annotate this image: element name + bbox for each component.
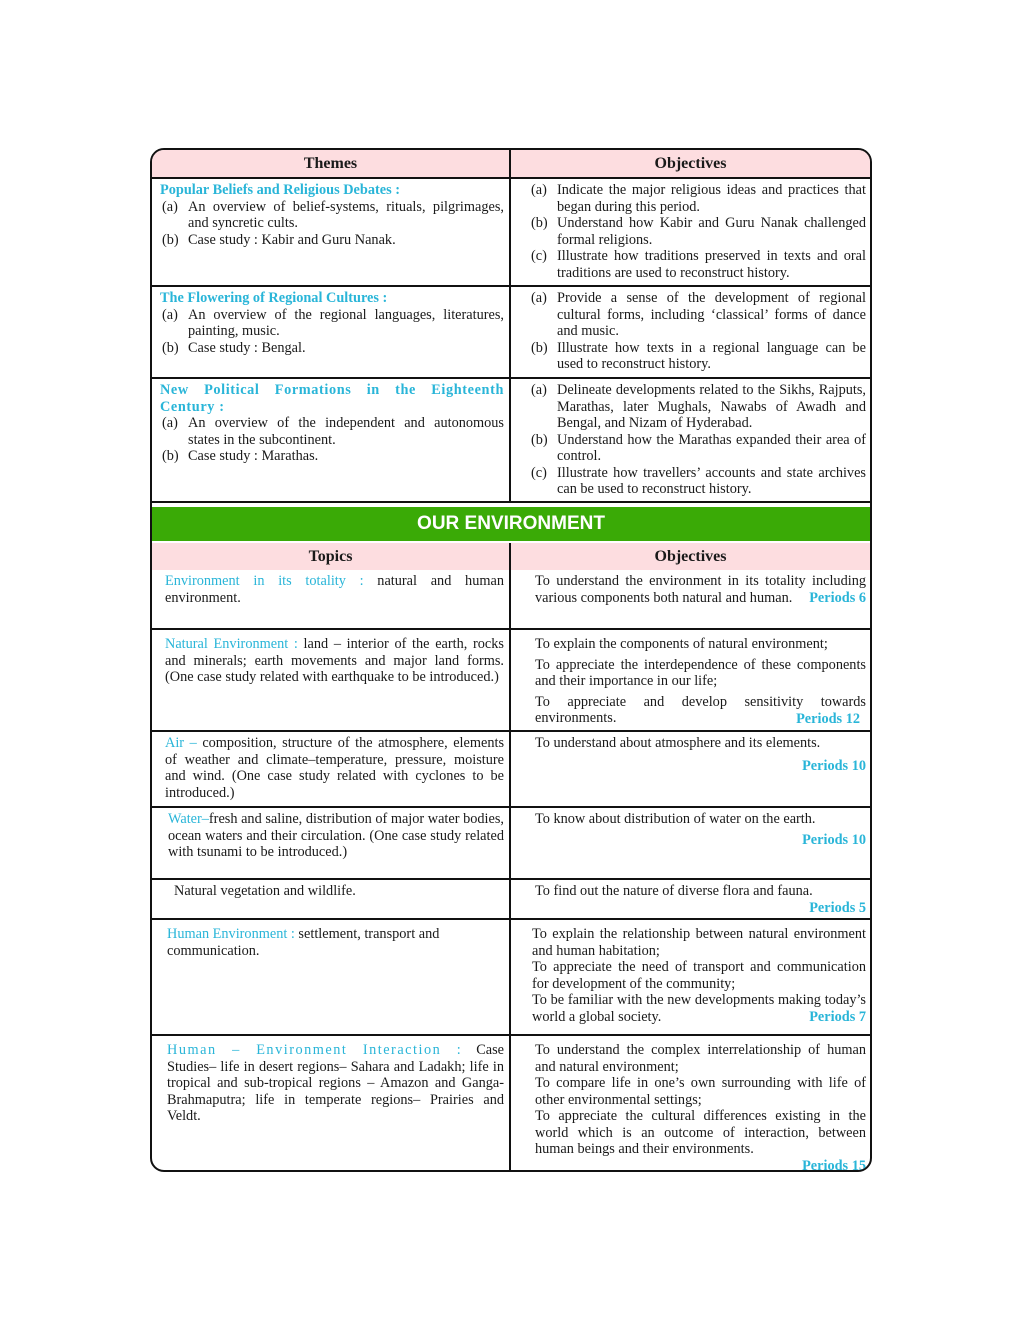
item-text: Case study : Marathas. <box>188 448 319 464</box>
item-text: Case study : Bengal. <box>188 339 306 356</box>
objective-text: To be familiar with the new developments making today’s world a global society. <box>532 992 866 1025</box>
topic-row <box>152 732 870 808</box>
item-marker: (b) <box>162 231 179 248</box>
history-table-header <box>152 150 870 179</box>
item-marker: (b) <box>531 431 548 448</box>
objectives-header: Objectives <box>654 155 727 172</box>
objectives-cell <box>511 179 870 285</box>
theme-cell <box>152 379 511 501</box>
theme-item <box>160 340 504 357</box>
objectives-cell <box>511 630 870 730</box>
objective-text: To understand about atmosphere and its elements. <box>535 735 821 751</box>
objectives-cell <box>511 379 870 501</box>
topic-title: Water– <box>168 811 209 827</box>
topic-title: Human Environment : <box>167 926 295 942</box>
item-text: Understand how the Marathas expanded their area of control. <box>557 431 866 464</box>
theme-cell <box>152 287 511 377</box>
item-marker: (b) <box>162 448 179 464</box>
theme-item <box>160 232 504 249</box>
item-text: Illustrate how texts in a regional language can be used to reconstruct history. <box>557 339 866 372</box>
topic-cell <box>152 808 511 878</box>
objective-item <box>529 215 866 248</box>
theme-item <box>160 415 504 448</box>
periods-label: Periods 5 <box>809 899 866 916</box>
topic-title: Human – Environment Interaction : <box>167 1042 463 1058</box>
objectives-cell <box>511 570 870 628</box>
objective-item <box>529 432 866 465</box>
objective-item <box>529 182 866 215</box>
objective-item <box>529 248 866 281</box>
topic-cell <box>152 630 511 730</box>
objective-text: To understand the complex interrelationship of human and natural environment; <box>535 1042 866 1075</box>
topic-row <box>152 880 870 920</box>
environment-table-header <box>152 543 870 570</box>
periods-label: Periods 7 <box>809 1009 866 1025</box>
theme-title: New Political Formations in the Eighteenth Century : <box>160 382 504 415</box>
topic-text: land – interior of the earth, rocks and minerals; earth movements and major land forms. (One case study related with earthquake to be introduced.) <box>165 636 504 685</box>
topic-cell <box>152 880 511 918</box>
objective-text: To explain the components of natural environment; <box>535 636 828 652</box>
item-text: Provide a sense of the development of regional cultural forms, including ‘classical’ forms of dance and music. <box>557 290 866 339</box>
objectives-header: Objectives <box>654 548 727 565</box>
topic-text: fresh and saline, distribution of major water bodies, ocean waters and their circulation. (One case study related with tsunami to be introduced.) <box>168 811 504 860</box>
theme-row <box>152 287 870 379</box>
theme-row <box>152 179 870 287</box>
item-text: Delineate developments related to the Sikhs, Rajputs, Marathas, later Mughals, Nawabs of Awadh and Bengal, and Nizam of Hyderabad. <box>557 382 866 431</box>
topic-row <box>152 808 870 880</box>
theme-row <box>152 379 870 503</box>
topic-text: natural and human environment. <box>165 573 504 606</box>
item-marker: (a) <box>162 198 178 215</box>
objective-text: To find out the nature of diverse flora and fauna. <box>535 883 813 899</box>
objective-item <box>529 465 866 498</box>
item-marker: (a) <box>162 306 178 323</box>
objective-text: To explain the relationship between natural environment and human habitation; <box>532 926 866 959</box>
objective-item <box>529 290 866 340</box>
topic-row <box>152 920 870 1036</box>
topic-cell <box>152 570 511 628</box>
item-text: An overview of the regional languages, literatures, painting, music. <box>188 306 504 339</box>
topic-cell <box>152 920 511 1034</box>
objective-text: To appreciate the interdependence of these components and their importance in our life; <box>535 656 866 689</box>
topic-row <box>152 570 870 630</box>
objectives-cell <box>511 287 870 377</box>
topic-cell <box>152 732 511 806</box>
topic-cell <box>152 1036 511 1172</box>
topics-header: Topics <box>152 543 511 570</box>
periods-label: Periods 10 <box>802 831 866 848</box>
topic-row <box>152 630 870 732</box>
topic-text: Natural vegetation and wildlife. <box>174 883 356 899</box>
item-marker: (b) <box>162 339 179 356</box>
item-text: An overview of belief-systems, rituals, pilgrimages, and syncretic cults. <box>188 198 504 231</box>
item-text: Illustrate how travellers’ accounts and state archives can be used to reconstruct history. <box>557 464 866 497</box>
objectives-cell <box>511 808 870 878</box>
syllabus-table <box>150 148 872 1172</box>
item-text: Indicate the major religious ideas and practices that began during this period. <box>557 182 866 215</box>
topic-text: settlement, transport and communication. <box>167 926 440 959</box>
item-marker: (c) <box>531 464 547 481</box>
periods-label: Periods 10 <box>802 757 866 774</box>
objectives-cell <box>511 880 870 918</box>
item-text: An overview of the independent and autonomous states in the subcontinent. <box>188 415 504 448</box>
item-marker: (b) <box>531 215 548 231</box>
item-marker: (a) <box>531 182 547 198</box>
objectives-cell <box>511 920 870 1034</box>
objective-text: To appreciate the need of transport and communication for development of the community; <box>532 959 866 992</box>
item-text: Case study : Kabir and Guru Nanak. <box>188 231 396 248</box>
item-marker: (a) <box>162 415 178 431</box>
objective-text: To appreciate and develop sensitivity towards environments. <box>535 693 866 726</box>
topic-text: composition, structure of the atmosphere, elements of weather and climate–temperature, pressure, moisture and wind. (One case study related with cyclones to be introduced.) <box>165 735 505 801</box>
topic-title: Natural Environment : <box>165 636 298 652</box>
objective-text: To appreciate the cultural differences existing in the world which is an outcome of interaction, between human beings and their environments. <box>535 1108 866 1157</box>
item-text: Illustrate how traditions preserved in texts and oral traditions are used to reconstruct history. <box>557 248 866 281</box>
periods-label: Periods 12 <box>796 710 860 727</box>
objectives-cell <box>511 732 870 806</box>
objective-text: To understand the environment in its totality including various components both natural and human. <box>535 573 866 606</box>
topic-title: Environment in its totality : <box>165 573 364 589</box>
topic-text: Case Studies– life in desert regions– Sahara and Ladakh; life in tropical and sub-tropical regions – Amazon and Ganga-Brahmaputra; life in temperate regions– Prairies and Veldt. <box>167 1042 504 1124</box>
theme-item <box>160 199 504 232</box>
item-marker: (c) <box>531 248 547 264</box>
topic-title: Air – <box>165 735 197 751</box>
objective-text: To know about distribution of water on the earth. <box>535 811 816 827</box>
theme-title: Popular Beliefs and Religious Debates : <box>160 182 401 198</box>
theme-item <box>160 307 504 340</box>
section-banner: OUR ENVIRONMENT <box>152 507 870 543</box>
item-text: Understand how Kabir and Guru Nanak challenged formal religions. <box>557 215 866 248</box>
theme-cell <box>152 179 511 285</box>
topic-row <box>152 1036 870 1172</box>
themes-header: Themes <box>152 150 511 177</box>
periods-label: Periods 6 <box>809 590 866 606</box>
objectives-cell <box>511 1036 870 1172</box>
item-marker: (b) <box>531 339 548 356</box>
objective-item <box>529 382 866 432</box>
periods-label: Periods 15 <box>802 1157 866 1172</box>
item-marker: (a) <box>531 382 547 398</box>
item-marker: (a) <box>531 290 547 306</box>
theme-item <box>160 448 504 465</box>
objective-text: To compare life in one’s own surrounding with life of other environmental settings; <box>535 1075 866 1108</box>
theme-title: The Flowering of Regional Cultures : <box>160 290 388 306</box>
objective-item <box>529 340 866 373</box>
